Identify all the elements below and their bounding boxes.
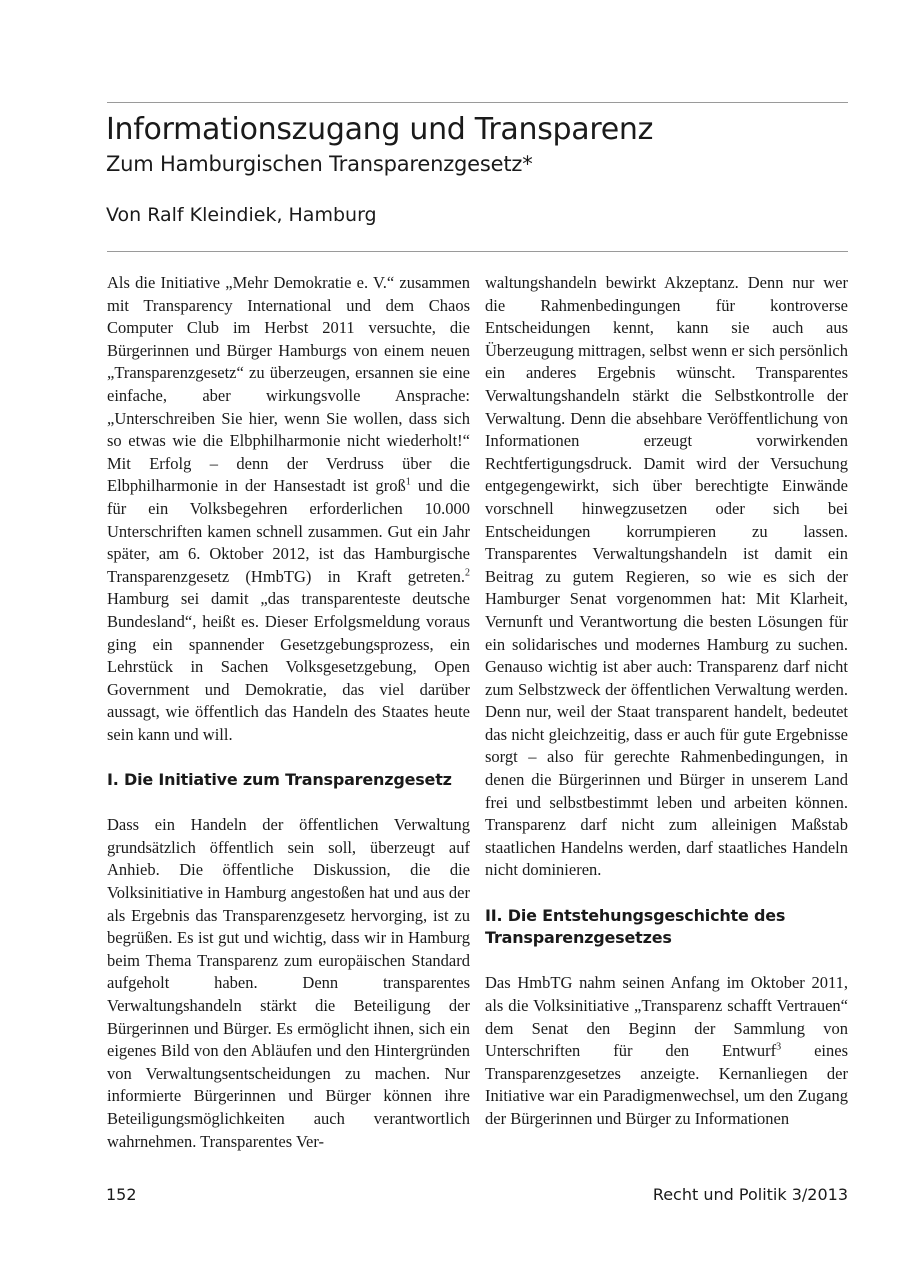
page-number: 152 [106, 1185, 137, 1204]
top-rule [107, 102, 848, 103]
paragraph-text: Als die Initiative „Mehr Demokratie e. V.“ zusammen mit Transparency International und dem Chaos Computer Club im Herbst 2011 versuchte, die Bürgerinnen und Bürger Hamburgs von einem neuen „Transparenzgesetz“ zu überzeugen, ersannen sie eine einfache, aber wirkungsvolle Ansprache: „Unterschreiben Sie hier, wenn Sie wollen, dass sich so etwas wie die Elbphilharmonie nicht wiederholt!“ Mit Erfolg – denn der Verdruss über die Elbphilharmonie in der Hansestadt ist groß [107, 273, 470, 496]
footnote-ref-3[interactable]: 3 [776, 1041, 782, 1053]
footnote-ref-1[interactable]: 1 [405, 476, 411, 488]
paragraph-intro [107, 272, 470, 746]
section-heading-1: I. Die Initiative zum Transparenzgesetz [107, 770, 452, 790]
right-column [485, 272, 848, 1131]
article-title: Informationszugang und Transparenz [106, 112, 654, 147]
section-heading-2: II. Die Entstehungsgeschichte des Transparenzgesetzes [485, 905, 786, 948]
article-subtitle: Zum Hamburgischen Transparenzgesetz* [106, 152, 533, 176]
paragraph-section-2 [485, 972, 848, 1130]
paragraph-text: und die für ein Volksbegehren erforderlichen 10.000 Unterschriften kamen schnell zusammen. Gut ein Jahr später, am 6. Oktober 2012, ist das Hamburgische Transparenzgesetz (HmbTG) in Kraft getreten. [107, 476, 470, 586]
paragraph-continued: waltungshandeln bewirkt Akzeptanz. Denn nur wer die Rahmenbedingungen für kontroverse Entscheidungen kennt, kann sie auch aus Überzeugung mittragen, selbst wenn er sich persönlich ein anderes Ergebnis wünscht. Transparentes Verwaltungshandeln stärkt die Selbstkontrolle der Verwaltung. Denn die absehbare Veröffentlichung von Informationen erzeugt vorwirkenden Rechtfertigungsdruck. Damit wird der Versuchung entgegengewirkt, sich über berechtigte Einwände vorschnell hinwegzusetzen oder sich bei Entscheidungen korrumpieren zu lassen. Transparentes Verwaltungshandeln ist damit ein Beitrag zu gutem Regieren, so wie es sich der Hamburger Senat vorgenommen hat: Mit Klarheit, Vernunft und Verantwortung die besten Lösungen für ein solidarisches und modernes Hamburg zu suchen. Genauso wichtig ist aber auch: Transparenz darf nicht zum Selbstzweck der öffentlichen Verwaltung werden. Denn nur, weil der Staat transparent handelt, bedeutet das nicht gleichzeitig, dass er auch für gute Ergebnisse sorgt – also für gerechte Rahmenbedingungen, in denen die Bürgerinnen und Bürger in unserem Land frei und selbstbestimmt leben und arbeiten können. Transparenz darf nicht zum alleinigen Maßstab staatlichen Handelns werden, darf staatliches Handeln nicht dominieren. [485, 273, 848, 880]
paragraph-text: Hamburg sei damit „das transparenteste deutsche Bundesland“, heißt es. Dieser Erfolgsmeldung voraus ging ein spannender Gesetzgebungsprozess, ein Lehrstück in Sachen Volksgesetzgebung, Open Government und Demokratie, das viel darüber aussagt, wie öffentlich das Handeln des Staates heute sein kann und will. [107, 589, 470, 744]
paragraph-text: Das HmbTG nahm seinen Anfang im Oktober 2011, als die Volksinitiative „Transparenz schafft Vertrauen“ dem Senat den Beginn der Sammlung von Unterschriften für den Entwurf [485, 973, 848, 1061]
paragraph-section-1: Dass ein Handeln der öffentlichen Verwaltung grundsätzlich öffentlich sein soll, überzeugt auf Anhieb. Die öffentliche Diskussion, die die Volksinitiative in Hamburg angestoßen hat und aus der als Ergebnis das Transparenzgesetz hervorging, ist zu begrüßen. Es ist gut und wichtig, dass wir in Hamburg beim Thema Transparenz zum europäischen Standard aufgeholt haben. Denn transparentes Verwaltungshandeln stärkt die Beteiligung der Bürgerinnen und Bürger. Es ermöglicht ihnen, sich ein eigenes Bild von den Abläufen und den Hintergründen von Verwaltungsentscheidungen zu machen. Nur informierte Bürgerinnen und Bürger können ihre Beteiligungsmöglichkeiten auch verantwortlich wahrnehmen. Transparentes Ver- [107, 815, 470, 1151]
journal-citation: Recht und Politik 3/2013 [652, 1185, 848, 1204]
header-rule [107, 251, 848, 252]
article-author: Von Ralf Kleindiek, Hamburg [106, 204, 377, 226]
left-column [107, 272, 470, 1153]
paragraph-text: eines Transparenzgesetzes anzeigte. Kernanliegen der Initiative war ein Paradigmenwechsel, um den Zugang der Bürgerinnen und Bürger zu Informationen [485, 1041, 848, 1128]
footnote-ref-2[interactable]: 2 [465, 567, 470, 579]
